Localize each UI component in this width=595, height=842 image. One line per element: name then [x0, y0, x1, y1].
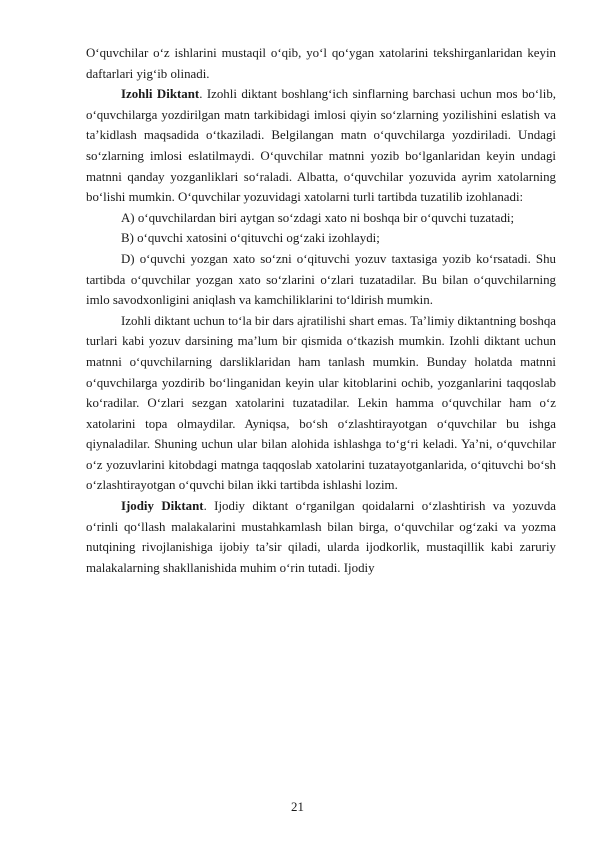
document-body: [86, 43, 556, 578]
list-item-d: D) o‘quvchi yozgan xato so‘zni o‘qituvchi yozuv taxtasiga yozib ko‘rsatadi. Shu tartibda o‘quvchilar yozgan xato so‘zlarini o‘zlari tuzatadilar. Bu bilan o‘quvchilarning imlo savodxonligini aniqlash va kamchiliklarini to‘ldirish mumkin.: [86, 251, 556, 308]
paragraph-izohli-text: . Izohli diktant boshlang‘ich sinflarning barchasi uchun mos bo‘lib, o‘quvchilarga yozdirilgan matn tarkibidagi imlosi qiyin so‘zlarning yozilishini eslatish va ta’kidlash maqsadida o‘tkaziladi. Belgilangan matn o‘quvchilarga yozdiriladi. Undagi so‘zlarning imlosi eslatilmaydi. O‘quvchilar matnni yozib bo‘lganlaridan keyin undagi matnni qanday yozganliklari so‘raladi. Albatta, o‘quvchilar yozuvida ayrim xatolarning bo‘lishi mumkin. O‘quvchilar yozuvidagi xatolarni turli tartibda tuzatilib izohlanadi:: [86, 87, 557, 205]
heading-izohli-diktant: Izohli Diktant: [121, 87, 200, 102]
list-item-a: A) o‘quvchilardan biri aytgan so‘zdagi xato ni boshqa bir o‘quvchi tuzatadi;: [121, 210, 515, 225]
list-item-b: B) o‘quvchi xatosini o‘qituvchi og‘zaki izohlaydi;: [121, 231, 380, 246]
paragraph-ijodiy-text: . Ijodiy diktant o‘rganilgan qoidalarni o‘zlashtirish va yozuvda o‘rinli qo‘llash malakalarini mustahkamlash bilan birga, o‘quvchilar og‘zaki va yozma nutqining rivojlanishiga ijobiy ta’sir qiladi, ularda ijodkorlik, mustaqillik kabi zaruriy malakalarning shakllanishida muhim o‘rin tutadi. Ijodiy: [86, 499, 556, 575]
heading-ijodiy-diktant: Ijodiy Diktant: [121, 499, 204, 514]
paragraph-intro: O‘quvchilar o‘z ishlarini mustaqil o‘qib, yo‘l qo‘ygan xatolarini tekshirganlaridan keyin daftarlari yig‘ib olinadi.: [86, 46, 556, 81]
paragraph-izohli-details: Izohli diktant uchun to‘la bir dars ajratilishi shart emas. Ta’limiy diktantning boshqa turlari kabi yozuv darsining ma’lum bir qismida o‘tkazish mumkin. Izohli diktant uchun matnni o‘quvchilarning darsliklaridan ham tanlash mumkin. Bunday holatda matnni o‘quvchilarga yozdirib bo‘linganidan keyin ular kitoblarini ochib, yozganlarini taqqoslab ko‘radilar. O‘zlari sezgan xatolarini tuzatadilar. Lekin hamma o‘quvchilar ham o‘z xatolarini topa olmaydilar. Ayniqsa, bo‘sh o‘zlashtirayotgan o‘quvchilar bu ishga qiynaladilar. Shuning uchun ular bilan alohida ishlashga to‘g‘ri keladi. Ya’ni, o‘quvchilar o‘z yozuvlarini kitobdagi matnga taqqoslab xatolarini tuzatayotganlarida, o‘qituvchi bo‘sh o‘zlashtirayotgan o‘quvchi bilan ikki tartibda ishlashi lozim.: [86, 313, 556, 493]
page-number: 21: [291, 800, 304, 814]
paragraph-ijodiy-diktant: [86, 496, 556, 578]
paragraph-izohli-diktant: [86, 84, 556, 208]
